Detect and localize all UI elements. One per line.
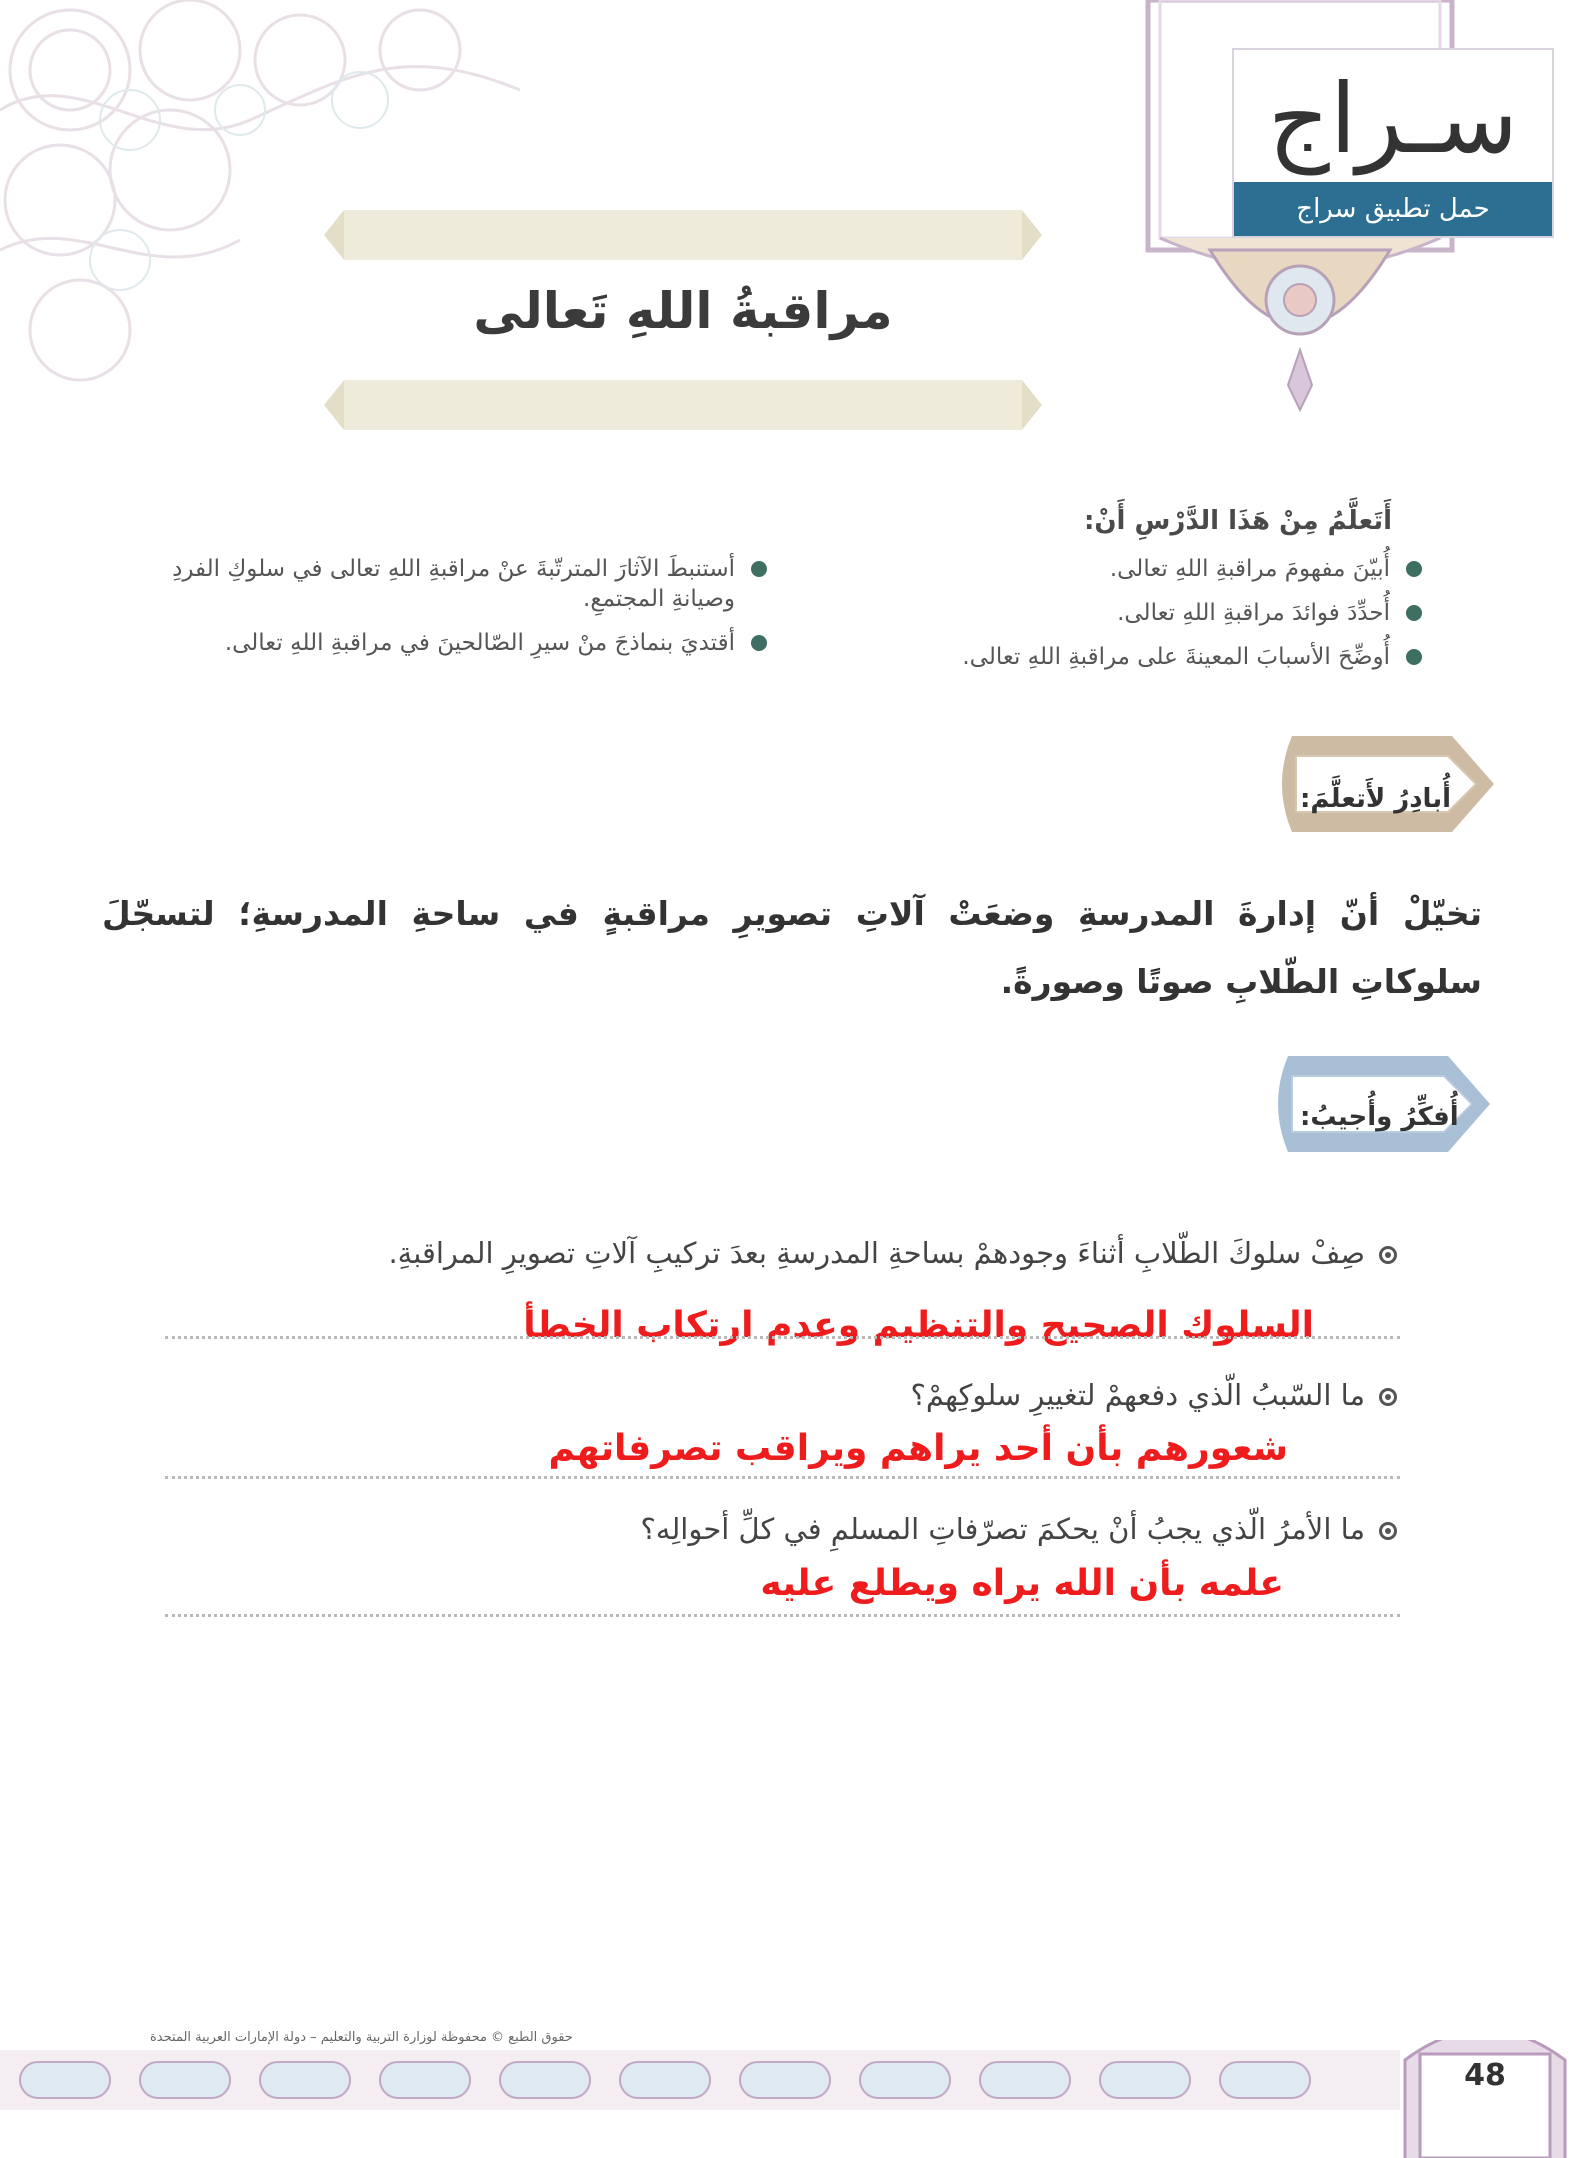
logo-wordmark: سـراج bbox=[1267, 63, 1519, 175]
question-item: ما الأمرُ الّذي يجبُ أنْ يحكمَ تصرّفاتِ المسلمِ في كلِّ أحوالِه؟ bbox=[641, 1512, 1397, 1546]
siraj-app-logo[interactable] bbox=[1232, 48, 1554, 238]
target-bullet-icon bbox=[1379, 1522, 1397, 1540]
scenario-prompt: تخيّلْ أنّ إدارةَ المدرسةِ وضعَتْ آلاتِ تصويرِ مراقبةٍ في ساحةِ المدرسةِ؛ لتسجّلَ سلوكاتِ الطّلابِ صوتًا وصورةً. bbox=[102, 894, 1482, 1001]
objectives-list-left bbox=[127, 552, 767, 670]
answer-2: شعورهم بأن أحد يراهم ويراقب تصرفاتهم bbox=[548, 1428, 1288, 1469]
objectives-list-right bbox=[862, 552, 1422, 684]
footer-ornamental-band bbox=[0, 2040, 1592, 2158]
answer-1: السلوك الصحيح والتنظيم وعدم ارتكاب الخطأ bbox=[523, 1305, 1314, 1346]
objectives-heading: أَتَعلَّمُ مِنْ هَذَا الدَّرْسِ أَنْ: bbox=[1083, 506, 1392, 536]
page-number: 48 bbox=[1464, 2058, 1506, 2093]
question-item: صِفْ سلوكَ الطّلابِ أثناءَ وجودهمْ بساحةِ المدرسةِ بعدَ تركيبِ آلاتِ تصويرِ المراقبةِ. bbox=[388, 1236, 1397, 1270]
objective-item: أقتديَ بنماذجَ منْ سيرِ الصّالحينَ في مراقبةِ اللهِ تعالى. bbox=[127, 626, 767, 660]
bullet-icon bbox=[751, 635, 767, 651]
bullet-icon bbox=[751, 561, 767, 577]
target-bullet-icon bbox=[1379, 1246, 1397, 1264]
objective-item: أستنبطَ الآثارَ المترتّبةَ عنْ مراقبةِ اللهِ تعالى في سلوكِ الفردِ وصيانةِ المجتمعِ. bbox=[127, 552, 767, 616]
bullet-icon bbox=[1406, 649, 1422, 665]
target-bullet-icon bbox=[1379, 1388, 1397, 1406]
answer-line bbox=[165, 1614, 1400, 1617]
logo-tagline: حمل تطبيق سراج bbox=[1234, 182, 1552, 236]
objective-item: أُوضِّحَ الأسبابَ المعينةَ على مراقبةِ اللهِ تعالى. bbox=[862, 640, 1422, 674]
objective-item: أُحدِّدَ فوائدَ مراقبةِ اللهِ تعالى. bbox=[862, 596, 1422, 630]
copyright-notice: حقوق الطبع © محفوظة لوزارة التربية والتعليم – دولة الإمارات العربية المتحدة bbox=[150, 2030, 573, 2045]
question-item: ما السّببُ الّذي دفعهمْ لتغييرِ سلوكِهمْ؟ bbox=[910, 1378, 1397, 1412]
start-learning-label: أُبادِرُ لأَتعلَّمَ: bbox=[1300, 784, 1451, 814]
answer-line bbox=[165, 1476, 1400, 1479]
bullet-icon bbox=[1406, 561, 1422, 577]
answer-line bbox=[165, 1336, 1400, 1339]
lesson-title: مراقبةُ اللهِ تَعالى bbox=[473, 282, 893, 340]
think-answer-label: أُفكِّرُ وأُجيبُ: bbox=[1300, 1102, 1459, 1132]
bullet-icon bbox=[1406, 605, 1422, 621]
answer-3: علمه بأن الله يراه ويطلع عليه bbox=[760, 1563, 1284, 1604]
objective-item: أُبيّنَ مفهومَ مراقبةِ اللهِ تعالى. bbox=[862, 552, 1422, 586]
